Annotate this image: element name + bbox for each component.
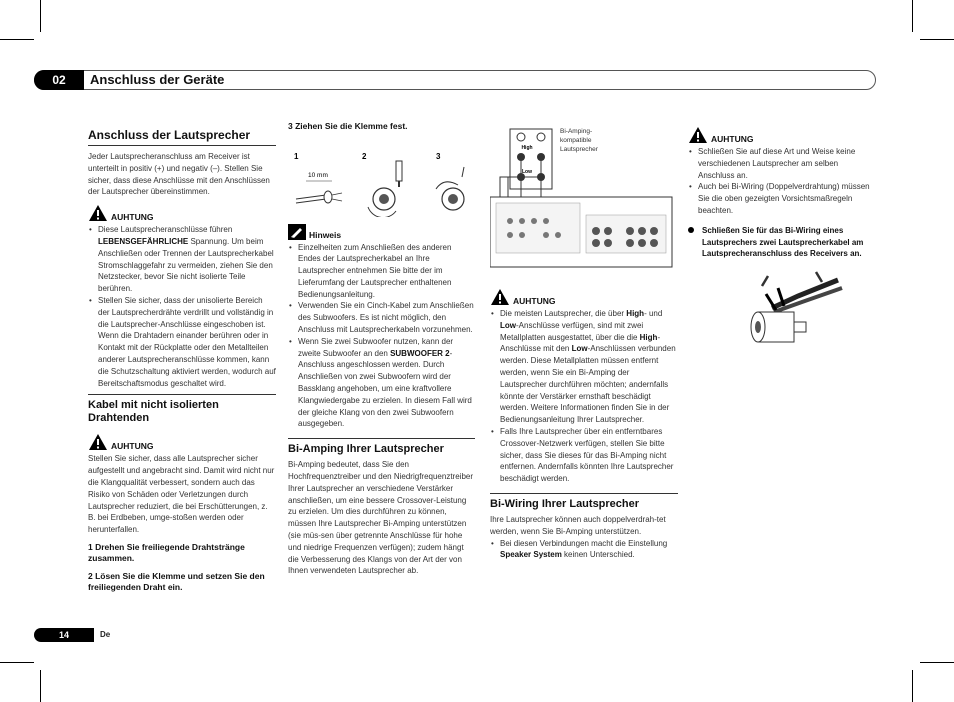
bullet-dot — [688, 227, 694, 233]
caution-block-4 — [688, 126, 874, 144]
list-item: • Auch bei Bi-Wiring (Doppelverdrahtung) müssen Sie die oben gezeigten Vorsichtsmaßregeln beachten. — [688, 181, 874, 216]
warning-icon — [88, 433, 108, 451]
chapter-number: 02 — [34, 70, 84, 90]
figure-caption: Bi-Amping-kompatible Lautsprecher — [560, 128, 598, 153]
step-3: 3 Ziehen Sie die Klemme fest. — [288, 121, 408, 131]
divider — [490, 493, 678, 494]
divider — [288, 438, 475, 439]
caution-label: AUHTUNG — [513, 296, 556, 306]
hint-list — [288, 242, 475, 431]
caution-label: AUHTUNG — [111, 441, 154, 452]
warning-icon — [688, 126, 708, 144]
hint-label: Hinweis — [309, 229, 342, 240]
wire-steps-figure — [288, 137, 475, 217]
biwiring-text: Ihre Lautsprecher können auch doppelverdrah-tet werden, wenn Sie Bi-Amping unterstützen. — [490, 514, 666, 536]
biamp-connection-figure — [490, 121, 678, 271]
section-heading-biwiring: Bi-Wiring Ihrer Lautsprecher — [490, 497, 640, 510]
column-2 — [288, 121, 475, 577]
list-item: • Bei diesen Verbindungen macht die Einstellung Speaker System keinen Unterschied. — [490, 538, 678, 562]
caution-list-3 — [490, 308, 678, 485]
section-heading-bare-wire: Kabel mit nicht isolierten Drahtenden — [88, 399, 219, 425]
hint-block — [288, 224, 475, 240]
caution-label: AUHTUNG — [711, 134, 754, 144]
section-heading-biamping: Bi-Amping Ihrer Lautsprecher — [288, 443, 444, 456]
pencil-icon — [288, 224, 306, 240]
caution-text-3: Stellen Sie sicher, dass alle Lautsprecher sicher aufgestellt und angebracht sind. Damit wird nicht nur die Klangqualität verbessert, sondern auch das Risiko von Schäden oder Verletzungen durch Lautsprecher reduziert, die bei Erschütterungen, z. B. bei Erdbeben, umge-stoßen werden oder herunterfallen. — [88, 454, 275, 535]
caution-list-4 — [688, 146, 874, 217]
warning-icon — [490, 288, 510, 306]
list-item: • Verwenden Sie ein Cinch-Kabel zum Anschließen des Subwoofers. Es ist nicht möglich, den Anschluss mit Lautsprecherkabeln vorzunehmen. — [288, 300, 475, 335]
list-item: • Schließen Sie auf diese Art und Weise keine verschiedenen Lautsprecher am selben Anschluss an. — [688, 146, 874, 181]
intro-text: Jeder Lautsprecheranschluss am Receiver ist unterteilt in positiv (+) und negativ (–). Stellen Sie sicher, dass diese Anschlüsse mit den Anschlüssen der Lautsprecher übereinstimmen. — [88, 152, 270, 197]
list-item: • Die meisten Lautsprecher, die über High- und Low-Anschlüsse verfügen, sind mit zwei Metallplatten ausgestattet, über die die High-Anschlüsse mit den Low-Anschlüssen verbunden werden. Diese Metallplatten müssen entfernt werden, wenn Sie ein Bi-Amping der Lautsprecher durchführen möchten; andernfalls könnte der Verstärker ernsthaft beschädigt werden. Weitere Informationen finden Sie in der Bedienungsanleitung Ihrer Lautsprecher. — [490, 308, 678, 426]
high-label: High — [521, 145, 533, 151]
warning-icon — [88, 204, 108, 222]
biamping-text: Bi-Amping bedeutet, dass Sie den Hochfrequenztreiber und den Niedrigfrequenztreiber Ihrer Lautsprecher an verschiedene Verstärker anschließen, um eine bessere Crossover-Leistung zu erzielen. Um dies durchführen zu können, müssen Ihre Lautsprecher Bi-Amping unterstützen (sie müs-sen über getrennte Anschlüsse für hohe und niedrige Frequenzen verfügen); zudem hängt die Verbesserung des Klangs von der Art der von Ihnen verwendeten Lautsprecher ab. — [288, 460, 473, 576]
caution-block-1 — [88, 204, 276, 222]
step-2: 2 Lösen Sie die Klemme und setzen Sie den freiliegenden Draht ein. — [88, 570, 265, 593]
step-1: 1 Drehen Sie freiliegende Drahtstränge zusammen. — [88, 541, 245, 564]
divider — [88, 394, 276, 395]
fig-label: 2 — [362, 151, 367, 161]
caution-block-3 — [490, 288, 678, 306]
chapter-title: Anschluss der Geräte — [90, 72, 225, 87]
divider — [88, 145, 276, 146]
caution-label: AUHTUNG — [111, 212, 154, 223]
language-label: De — [100, 630, 111, 639]
list-item: • Stellen Sie sicher, dass der unisolierte Bereich der Lautsprecherdrähte verdrillt und vollständig in die Lautsprecher-Anschlüsse eingeschoben ist. Wenn die Drahtadern einander berühren oder in Kontakt mit der Rückplatte oder den Metallteilen anderer Lautsprecheranschlüsse kommen, kann die Schutzschaltung aktiviert werden, wodurch auf Bereitschaftsmodus geschaltet wird. — [88, 295, 276, 389]
caution-block-2 — [88, 433, 276, 451]
column-3 — [490, 121, 678, 561]
list-item: • Diese Lautsprecheranschlüsse führen LEBENSGEFÄHRLICHE Spannung. Um beim Anschließen oder Trennen der Lautsprecherkabel Stromschlaggefahr zu vermeiden, ziehen Sie den Netzstecker, bevor Sie nicht isolierte Teile berühren. — [88, 224, 276, 295]
low-label: Low — [522, 169, 532, 175]
instruction-text: Schließen Sie für das Bi-Wiring eines Lautsprechers zwei Lautsprecherkabel am Lautsprecheranschluss des Receivers an. — [702, 225, 864, 259]
fig-label: 3 — [436, 151, 441, 161]
caution-list-1 — [88, 224, 276, 389]
column-4 — [688, 126, 874, 363]
page-number: 14 — [34, 628, 94, 642]
column-1 — [88, 128, 276, 594]
list-item: • Falls Ihre Lautsprecher über ein entferntbares Crossover-Netzwerk verfügen, stellen Sie bitte sicher, dass Sie dieses für das Bi-Amping nicht entfernen. Andernfalls könnten Ihre Lautsprecher beschädigt werden. — [490, 426, 678, 485]
section-heading-speakers: Anschluss der Lautsprecher — [88, 128, 251, 142]
fig-label: 1 — [294, 151, 299, 161]
biwiring-list — [490, 538, 678, 562]
list-item: • Wenn Sie zwei Subwoofer nutzen, kann der zweite Subwoofer an den SUBWOOFER 2-Anschluss angeschlossen werden. Durch Anschließen von zwei Subwoofern wird der Bassklang angehoben, um eine kraftvollere Klangwiedergabe zu erzielen. In diesem Fall wird der gleiche Klang von den zwei Subwoofern ausgegeben. — [288, 336, 475, 430]
fig-dimension: 10 mm — [308, 171, 328, 179]
biwiring-terminal-figure — [738, 268, 848, 358]
biwiring-instruction — [688, 225, 874, 260]
list-item: • Einzelheiten zum Anschließen des anderen Endes der Lautsprecherkabel an Ihre Lautsprecher entnehmen Sie bitte der im Lieferumfang der Lautsprecher enthaltenen Bedienungsanleitung. — [288, 242, 475, 301]
